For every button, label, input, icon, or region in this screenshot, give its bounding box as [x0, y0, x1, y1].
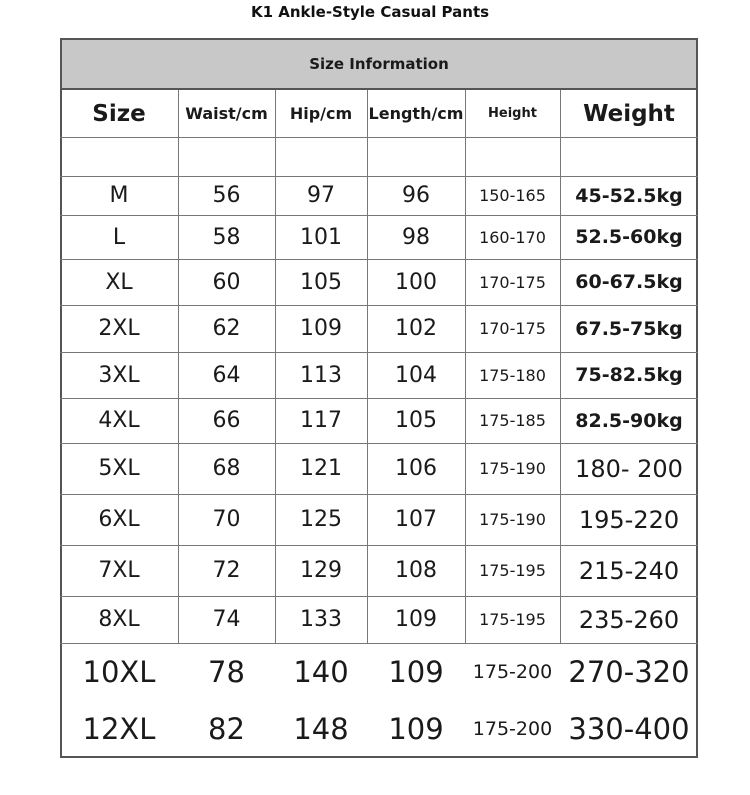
length-cell: 107 [395, 507, 437, 532]
height-cell: 175-195 [479, 561, 546, 580]
hip-cell: 129 [300, 558, 342, 583]
waist-cell: 60 [212, 269, 241, 295]
header-size: Size [92, 100, 146, 127]
size-cell: 10XL [82, 654, 156, 689]
length-cell: 104 [395, 362, 437, 388]
hip-cell: 140 [293, 654, 349, 689]
height-cell: 170-175 [479, 319, 546, 338]
height-cell: 175-185 [479, 411, 546, 430]
header-weight: Weight [583, 100, 675, 127]
weight-cell: 180- 200 [575, 454, 683, 483]
waist-cell: 70 [212, 507, 241, 532]
size-cell: L [112, 224, 126, 250]
hip-cell: 121 [300, 456, 342, 481]
weight-cell: 330-400 [568, 712, 690, 747]
hip-cell: 109 [300, 316, 342, 341]
size-information-banner: Size Information [60, 38, 698, 90]
length-cell: 105 [395, 408, 437, 433]
length-cell: 109 [395, 607, 437, 632]
length-cell: 96 [402, 183, 430, 208]
size-cell: 8XL [98, 607, 140, 632]
length-cell: 100 [395, 269, 437, 295]
page-title: K1 Ankle-Style Casual Pants [250, 3, 490, 21]
header-waist: Waist/cm [185, 104, 268, 123]
hip-cell: 133 [300, 607, 342, 632]
waist-cell: 56 [212, 183, 241, 208]
waist-cell: 62 [212, 316, 241, 341]
weight-cell: 215-240 [578, 556, 680, 585]
length-cell: 106 [395, 456, 437, 481]
weight-cell: 235-260 [578, 605, 680, 634]
waist-cell: 78 [208, 654, 245, 689]
grid-line [60, 643, 698, 644]
hip-cell: 148 [293, 712, 349, 747]
height-cell: 175-180 [479, 365, 546, 385]
size-cell: 4XL [98, 408, 140, 433]
length-cell: 108 [395, 558, 437, 583]
size-cell: 6XL [98, 507, 140, 532]
height-cell: 175-190 [479, 510, 546, 529]
size-cell: XL [105, 269, 133, 295]
size-cell: 12XL [82, 712, 156, 747]
header-height: Height [488, 106, 537, 121]
height-cell: 175-190 [479, 459, 546, 478]
length-cell: 109 [388, 654, 444, 689]
height-cell: 150-165 [479, 186, 546, 205]
weight-cell: 82.5-90kg [575, 409, 683, 432]
weight-cell: 75-82.5kg [575, 364, 683, 386]
waist-cell: 68 [212, 456, 241, 481]
waist-cell: 72 [212, 558, 241, 583]
length-cell: 98 [402, 224, 430, 250]
waist-cell: 58 [212, 224, 241, 250]
waist-cell: 82 [208, 712, 245, 747]
hip-cell: 97 [307, 183, 335, 208]
grid-line [60, 137, 698, 138]
weight-cell: 45-52.5kg [575, 184, 683, 207]
size-cell: 3XL [98, 362, 140, 388]
length-cell: 109 [388, 712, 444, 747]
waist-cell: 74 [212, 607, 241, 632]
hip-cell: 117 [300, 408, 342, 433]
height-cell: 160-170 [479, 227, 546, 247]
hip-cell: 113 [300, 362, 342, 388]
height-cell: 170-175 [479, 272, 546, 292]
height-cell: 175-200 [472, 718, 553, 741]
length-cell: 102 [395, 316, 437, 341]
header-hip: Hip/cm [289, 104, 353, 123]
weight-cell: 270-320 [568, 654, 690, 689]
size-cell: 5XL [98, 456, 140, 481]
hip-cell: 105 [300, 269, 342, 295]
weight-cell: 60-67.5kg [575, 271, 683, 293]
waist-cell: 66 [212, 408, 241, 433]
hip-cell: 125 [300, 507, 342, 532]
height-cell: 175-195 [479, 610, 546, 629]
header-length: Length/cm [368, 104, 464, 123]
waist-cell: 64 [212, 362, 241, 388]
weight-cell: 195-220 [578, 505, 680, 534]
weight-cell: 52.5-60kg [575, 226, 683, 248]
size-cell: 2XL [98, 316, 140, 341]
size-cell: M [109, 183, 129, 208]
hip-cell: 101 [300, 224, 342, 250]
size-cell: 7XL [98, 558, 140, 583]
weight-cell: 67.5-75kg [575, 317, 683, 340]
height-cell: 175-200 [472, 660, 553, 683]
